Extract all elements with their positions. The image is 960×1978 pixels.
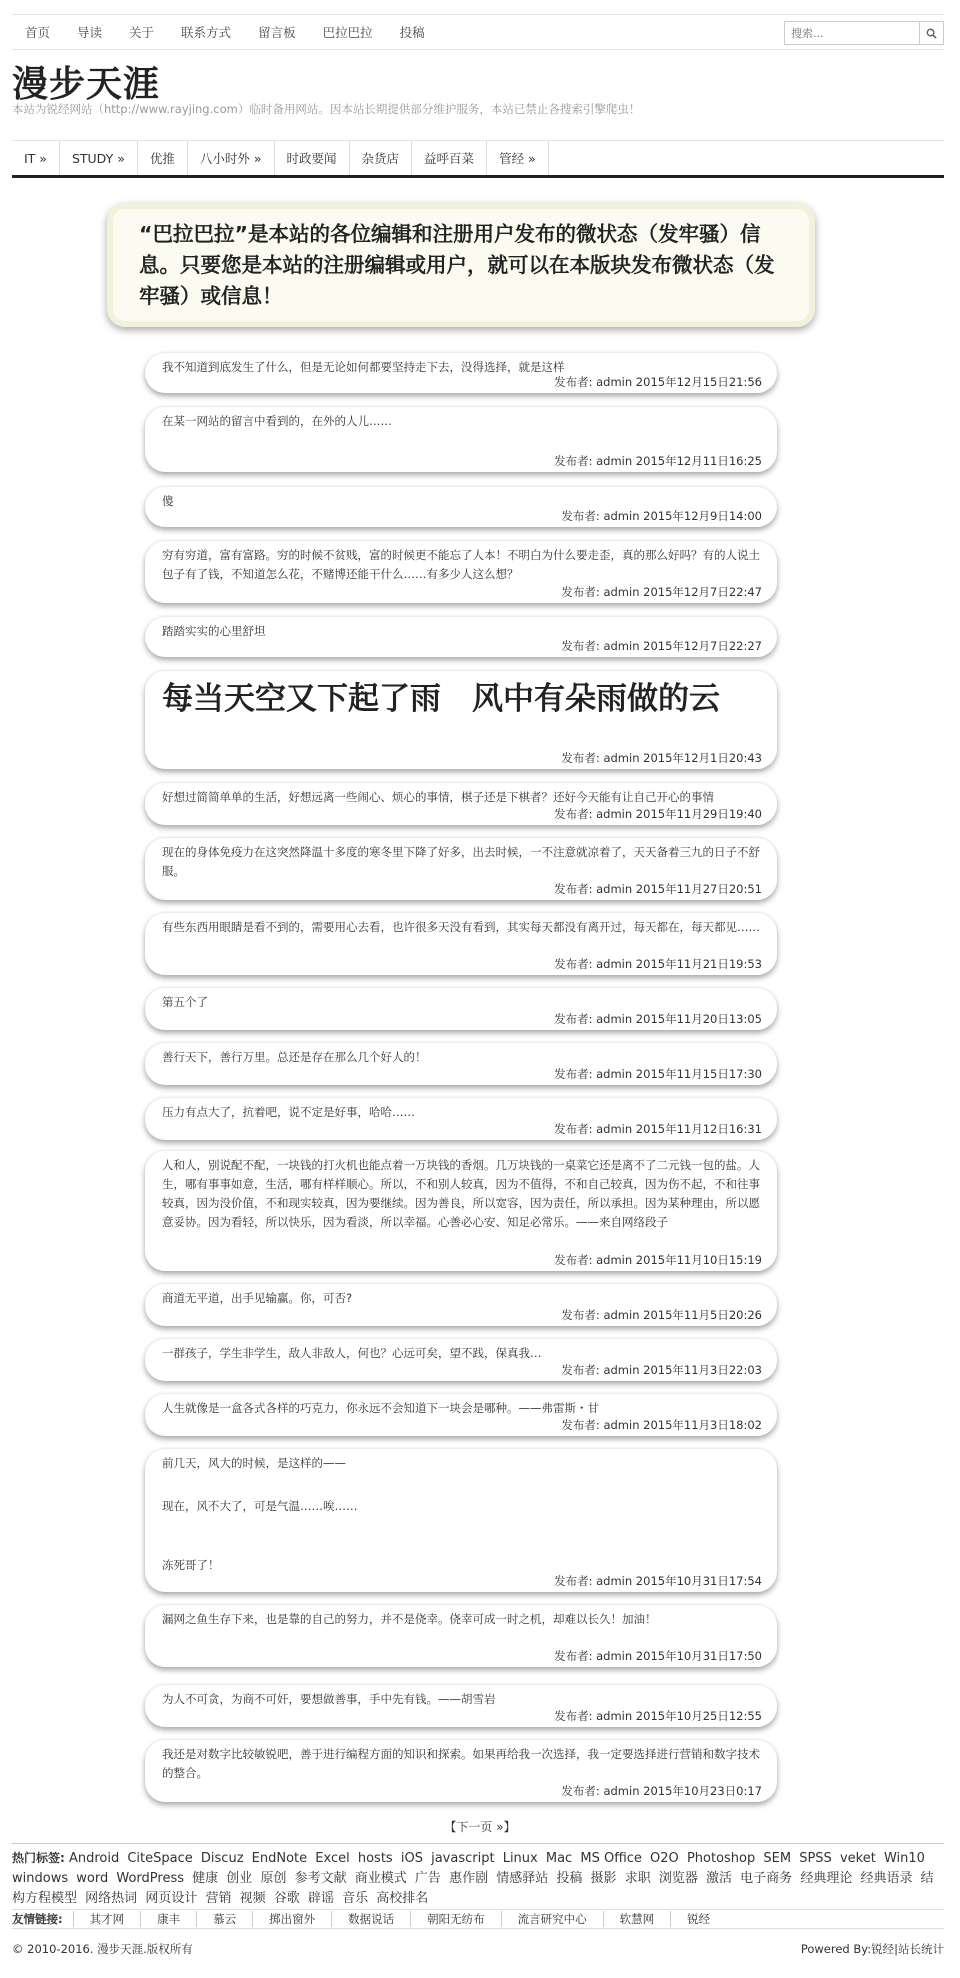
post-meta: 发布者: admin 2015年12月9日14:00 [561,509,762,523]
cat-management[interactable]: 管经 » [487,141,549,175]
post-text: 第五个了 [162,995,208,1009]
powered-by[interactable]: Powered By:锐经|站长统计 [800,1942,944,1956]
post-meta: 发布者: admin 2015年12月7日22:47 [561,585,762,599]
post-meta: 发布者: admin 2015年11月3日22:03 [561,1363,762,1377]
tag-link[interactable]: 网络热词 [85,1891,138,1906]
post-meta: 发布者: admin 2015年10月23日0:17 [561,1784,762,1798]
friend-links-label: 友情链接: [12,1912,63,1926]
tag-link[interactable]: 激活 [706,1871,733,1886]
post-item [145,988,777,1030]
notice-text: “巴拉巴拉”是本站的各位编辑和注册用户发布的微状态（发牢骚）信息。只要您是本站的注册编辑或用户，就可以在本版块发布微状态（发牢骚）或信息！ [139,222,775,308]
cat-news[interactable]: 时政要闻 [275,141,350,175]
hot-tags-label: 热门标签: [12,1851,65,1865]
post-meta: 发布者: admin 2015年11月12日16:31 [554,1122,762,1136]
site-description: 本站为锐经网站（http://www.rayjing.com）临时备用网站。因本站长期提供部分维护服务，本站已禁止各搜索引擎爬虫！ [12,102,641,116]
post-meta: 发布者: admin 2015年11月21日19:53 [554,957,762,971]
friend-link[interactable]: 流言研究中心 [501,1911,603,1927]
post-text: 为人不可贪，为商不可奸，要想做善事，手中先有钱。——胡雪岩 [162,1692,496,1706]
tag-link[interactable]: Win10 [883,1851,925,1866]
tag-link[interactable]: Linux [502,1851,538,1866]
tag-link[interactable]: 电子商务 [740,1871,793,1886]
copyright: © 2010-2016. 漫步天涯.版权所有 [12,1942,193,1956]
tag-link[interactable]: O2O [650,1851,679,1866]
tag-link[interactable]: veket [839,1851,876,1866]
friend-link[interactable]: 软慧网 [603,1911,671,1927]
post-item [145,1151,777,1271]
search-icon [926,28,937,39]
post-item [145,1449,777,1592]
tag-link[interactable]: 情感驿站 [496,1871,549,1886]
tag-link[interactable]: WordPress [116,1871,184,1886]
tag-link[interactable]: 摄影 [590,1871,617,1886]
tag-link[interactable]: 创业 [226,1871,253,1886]
tag-link[interactable]: Photoshop [686,1851,756,1866]
friend-link[interactable]: 锐经 [670,1911,726,1927]
tag-link[interactable]: CiteSpace [127,1851,193,1866]
top-navigation-bar [12,14,944,50]
post-meta: 发布者: admin 2015年11月5日20:26 [561,1308,762,1322]
nav-contact[interactable]: 联系方式 [181,25,232,40]
tag-link[interactable]: 投稿 [556,1871,583,1886]
post-item [145,1339,777,1381]
post-text: 踏踏实实的心里舒坦 [162,624,266,638]
search-input[interactable] [785,22,919,44]
cat-study[interactable]: STUDY » [60,141,138,175]
tag-link[interactable]: word [76,1871,109,1886]
cat-store[interactable]: 杂货店 [350,141,413,175]
tag-link[interactable]: 结构方程模型 [12,1871,934,1906]
tag-link[interactable]: 惠作剧 [449,1871,489,1886]
post-text: 在某一网站的留言中看到的，在外的人儿…… [162,414,392,428]
post-text: 好想过简简单单的生活，好想远离一些闹心、烦心的事情，棋子还是下棋者？还好今天能有让自己开心的事情 [162,790,714,804]
tag-link[interactable]: 音乐 [342,1891,369,1906]
tag-link[interactable]: 经典语录 [860,1871,913,1886]
tag-link[interactable]: iOS [400,1851,423,1866]
nav-home[interactable]: 首页 [25,25,51,40]
post-meta: 发布者: admin 2015年11月3日18:02 [561,1418,762,1432]
tag-link[interactable]: SEM [763,1851,792,1866]
tag-link[interactable]: 浏览器 [658,1871,698,1886]
tag-link[interactable]: 经典理论 [800,1871,853,1886]
tag-link[interactable]: 求职 [624,1871,651,1886]
post-meta: 发布者: admin 2015年10月25日12:55 [554,1709,762,1723]
post-text: 人生就像是一盒各式各样的巧克力，你永远不会知道下一块会是哪种。——弗雷斯・甘 [162,1401,599,1415]
nav-balabala[interactable]: 巴拉巴拉 [322,25,373,40]
tag-link[interactable]: 商业模式 [354,1871,407,1886]
tag-link[interactable]: 营销 [205,1891,232,1906]
nav-guestbook[interactable]: 留言板 [258,25,296,40]
tag-link[interactable]: MS Office [580,1851,642,1866]
post-text: 人和人，别说配不配，一块钱的打火机也能点着一万块钱的香烟。几万块钱的一桌菜它还是离不了二元钱一包的盐。人生，哪有事事如意，生活，哪有样样顺心。所以，不和别人较真，因为不值得，不和自己较真，因为伤不起，不和往事较真，因为没价值，不和现实较真，因为要继续。因为善良，所以宽容，因为责任，所以承担。因为某种理由，所以愿意妥协。因为看轻，所以快乐，因为看淡，所以幸福。心善必心安、知足必常乐。——来自网络段子 [162,1158,760,1229]
tag-link[interactable]: Discuz [200,1851,244,1866]
tag-link[interactable]: EndNote [251,1851,308,1866]
post-text: 有些东西用眼睛是看不到的，需要用心去看，也许很多天没有看到，其实每天都没有离开过，每天都在，每天都见…… [162,920,760,934]
post-item [145,913,777,975]
post-text: 冻死哥了！ [162,1558,220,1572]
post-text: 我不知道到底发生了什么，但是无论如何都要坚持走下去，没得选择，就是这样 [162,360,565,374]
post-text: 一群孩子，学生非学生，敌人非敌人，何也？心远可矣，望不践，保真我… [162,1346,542,1360]
nav-submit[interactable]: 投稿 [399,25,425,40]
tag-link[interactable]: javascript [431,1851,495,1866]
next-page-link[interactable]: 【下一页 »】 [444,1820,516,1834]
tag-list [12,1851,934,1906]
post-text: 善行天下，善行万里。总还是存在那么几个好人的！ [162,1050,427,1064]
tag-link[interactable]: 原创 [260,1871,287,1886]
post-text: 商道无平道，出手见输赢。你，可否? [162,1291,353,1305]
post-meta: 发布者: admin 2015年12月11日16:25 [554,454,762,468]
friend-link[interactable]: 康丰 [140,1911,196,1927]
post-text: 每当天空又下起了雨 风中有朵雨做的云 [162,681,720,717]
post-text: 前几天，风大的时候，是这样的—— [162,1456,346,1470]
post-item [145,783,777,825]
post-text: 傻 [162,494,174,508]
tag-link[interactable]: windows [12,1871,69,1886]
post-item [145,353,777,393]
post-item [145,1740,777,1802]
post-meta: 发布者: admin 2015年11月20日13:05 [554,1012,762,1026]
friend-link[interactable]: 其才网 [73,1911,141,1927]
friend-link[interactable]: 数据说话 [331,1911,410,1927]
friend-links [12,1909,944,1929]
post-meta: 发布者: admin 2015年10月31日17:50 [554,1649,762,1663]
post-item [145,1605,777,1667]
nav-guide[interactable]: 导读 [77,25,103,40]
post-item [145,1685,777,1727]
post-text: 压力有点大了，抗着吧，说不定是好事，哈哈…… [162,1105,415,1119]
tag-link[interactable]: 网页设计 [145,1891,198,1906]
tag-link[interactable]: 健康 [192,1871,219,1886]
tag-link[interactable]: 参考文献 [294,1871,347,1886]
cat-charity[interactable]: 益呼百菜 [412,141,487,175]
tag-link[interactable]: hosts [357,1851,393,1866]
tag-link[interactable]: 谷歌 [273,1891,300,1906]
hot-tags [12,1843,944,1909]
tag-link[interactable]: 广告 [414,1871,441,1886]
post-item [145,407,777,472]
post-text: 现在的身体免疫力在这突然降温十多度的寒冬里下降了好多，出去时候，一不注意就凉着了，天天备着三九的日子不舒服。 [162,845,760,878]
post-item [145,487,777,527]
notice-box [107,203,815,327]
friend-link[interactable]: 掷出窗外 [252,1911,331,1927]
post-meta: 发布者: admin 2015年11月15日17:30 [554,1067,762,1081]
post-item [145,838,777,900]
tag-link[interactable]: SPSS [799,1851,832,1866]
post-text: 现在，风不大了，可是气温……唉…… [162,1499,358,1513]
post-meta: 发布者: admin 2015年11月29日19:40 [554,807,762,821]
post-item [145,671,777,769]
post-item [145,541,777,603]
post-meta: 发布者: admin 2015年10月31日17:54 [554,1574,762,1588]
cat-youtui[interactable]: 优推 [138,141,188,175]
post-meta: 发布者: admin 2015年12月1日20:43 [561,751,762,765]
cat-after-work[interactable]: 八小时外 » [188,141,275,175]
tag-link[interactable]: 高校排名 [376,1891,429,1906]
site-title[interactable]: 漫步天涯 [12,64,161,105]
post-item [145,1043,777,1085]
tag-link[interactable]: Android [68,1851,120,1866]
post-text: 穷有穷道，富有富路。穷的时候不贫贱，富的时候更不能忘了人本！不明白为什么要走歪，真的那么好吗？有的人说土包子有了钱，不知道怎么花，不赌博还能干什么……有多少人这么想？ [162,548,760,581]
post-item [145,1284,777,1326]
tag-link[interactable]: 辟谣 [307,1891,334,1906]
post-text: 我还是对数字比较敏锐吧，善于进行编程方面的知识和探索。如果再给我一次选择，我一定要选择进行营销和数字技术的整合。 [162,1747,760,1780]
friend-link[interactable]: 慕云 [196,1911,252,1927]
search-button[interactable] [919,22,943,44]
search-box [784,21,944,45]
post-meta: 发布者: admin 2015年11月27日20:51 [554,882,762,896]
post-text: 漏网之鱼生存下来，也是靠的自己的努力，并不是侥幸。侥幸可成一时之机，却难以长久！加油！ [162,1612,657,1626]
category-nav [12,140,944,178]
post-item [145,617,777,657]
post-meta: 发布者: admin 2015年12月15日21:56 [554,375,762,389]
nav-about[interactable]: 关于 [129,25,155,40]
post-meta: 发布者: admin 2015年12月7日22:27 [561,639,762,653]
friend-link[interactable]: 朝阳无纺布 [410,1911,501,1927]
post-meta: 发布者: admin 2015年11月10日15:19 [554,1253,762,1267]
link-list [73,1911,727,1927]
cat-it[interactable]: IT » [12,141,60,175]
post-item [145,1098,777,1140]
tag-link[interactable]: Mac [545,1851,573,1866]
post-item [145,1394,777,1436]
tag-link[interactable]: Excel [315,1851,350,1866]
tag-link[interactable]: 视频 [239,1891,266,1906]
